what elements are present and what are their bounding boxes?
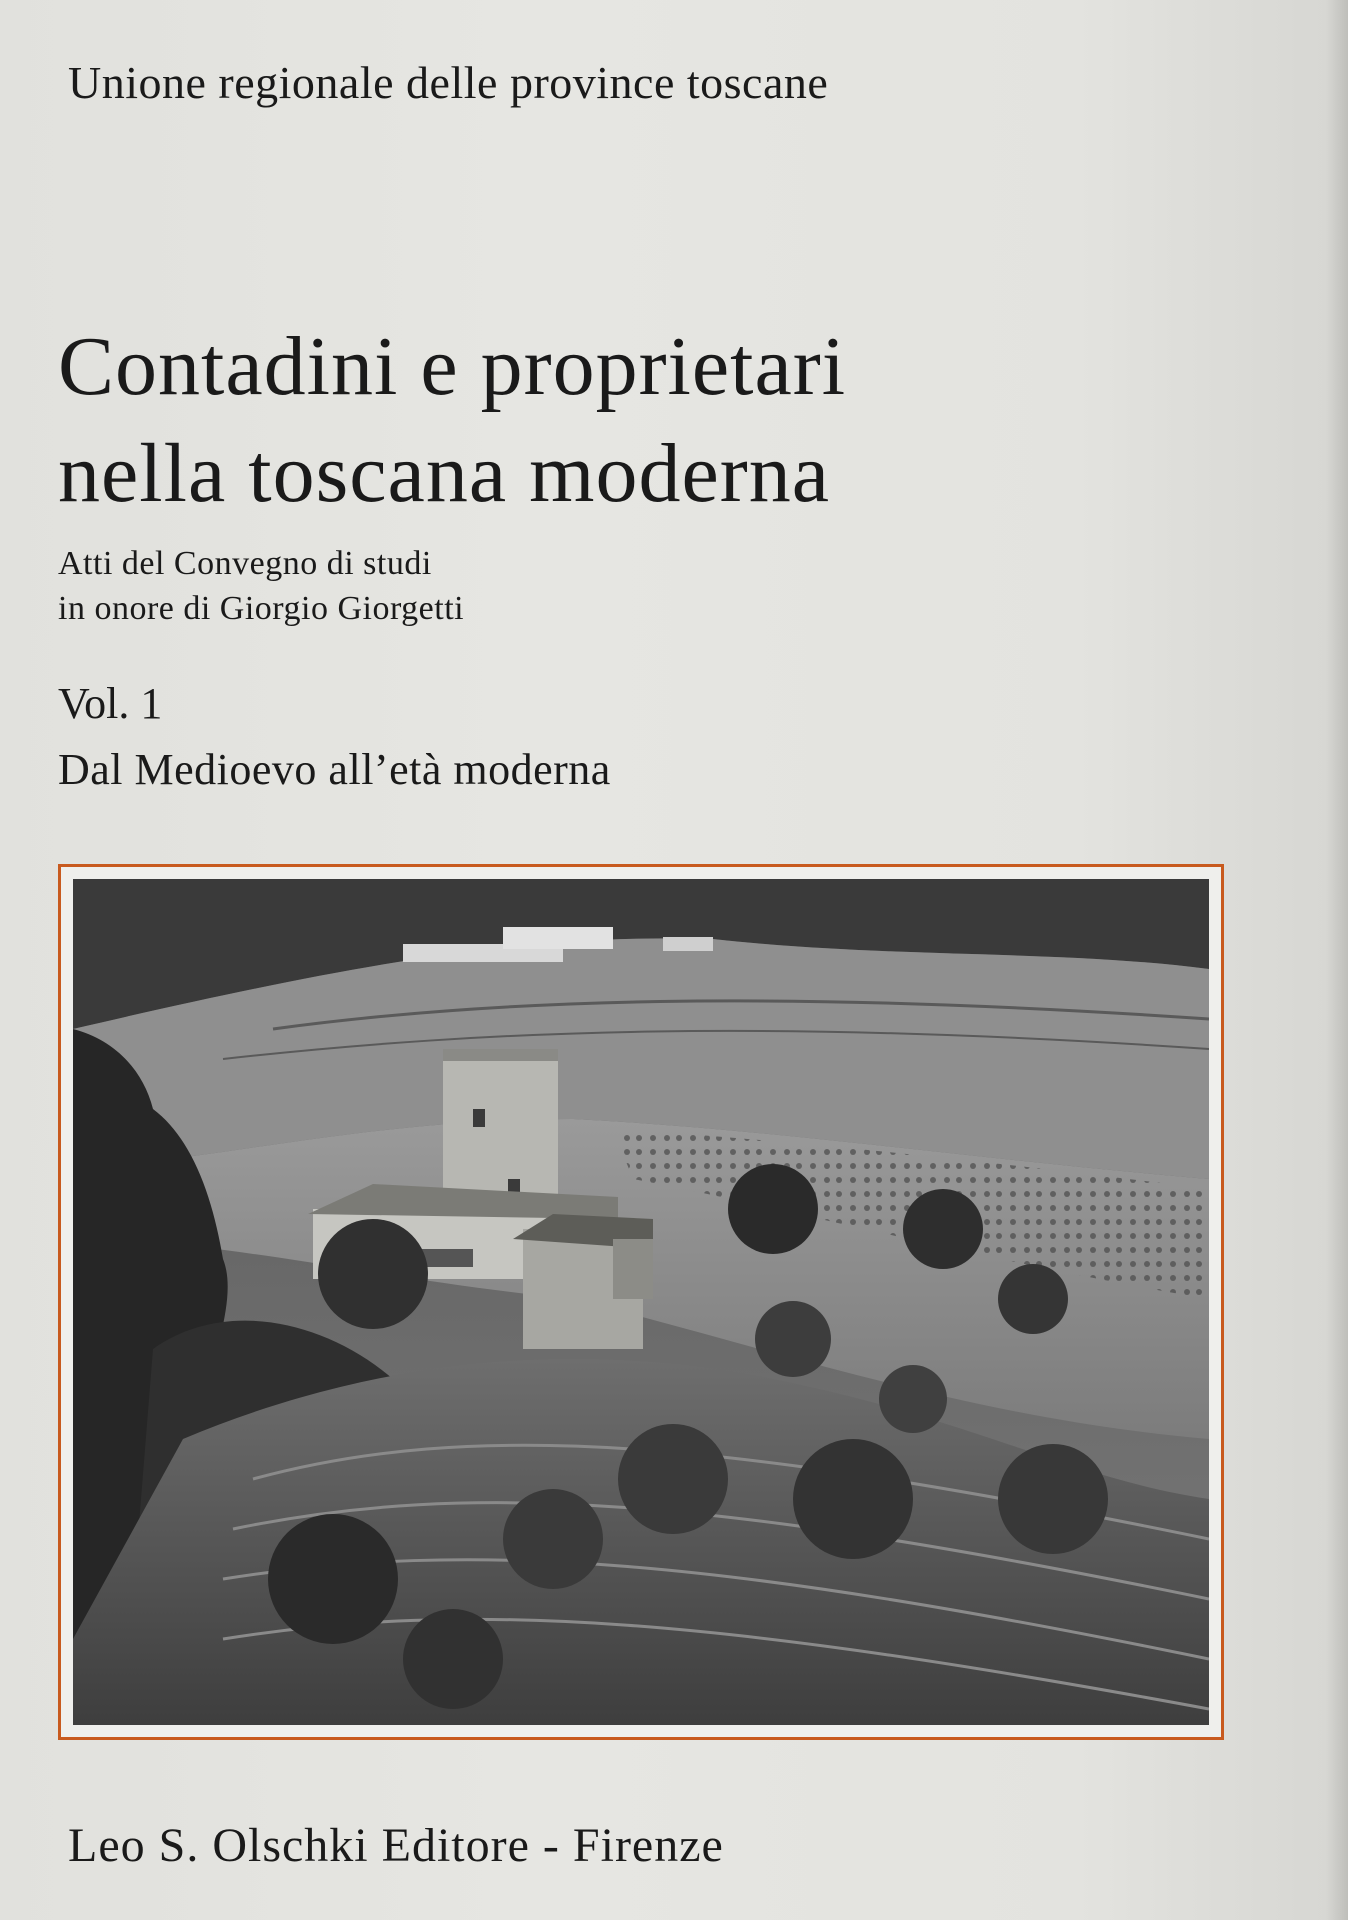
cover-edge-shadow <box>1326 0 1348 1920</box>
book-title-line-1: Contadini e proprietari <box>58 320 847 413</box>
subtitle-line-1: Atti del Convegno di studi <box>58 545 432 582</box>
series-title: Unione regionale delle province toscane <box>68 57 829 108</box>
volume-number: Vol. 1 <box>58 679 163 728</box>
volume-title: Dal Medioevo all’età moderna <box>58 745 611 794</box>
subtitle-line-2: in onore di Giorgio Giorgetti <box>58 590 465 627</box>
photo-frame <box>58 864 1224 1740</box>
book-title-line-2: nella toscana moderna <box>58 427 830 520</box>
publisher-imprint: Leo S. Olschki Editore - Firenze <box>68 1819 724 1872</box>
countryside-photo <box>73 879 1209 1725</box>
